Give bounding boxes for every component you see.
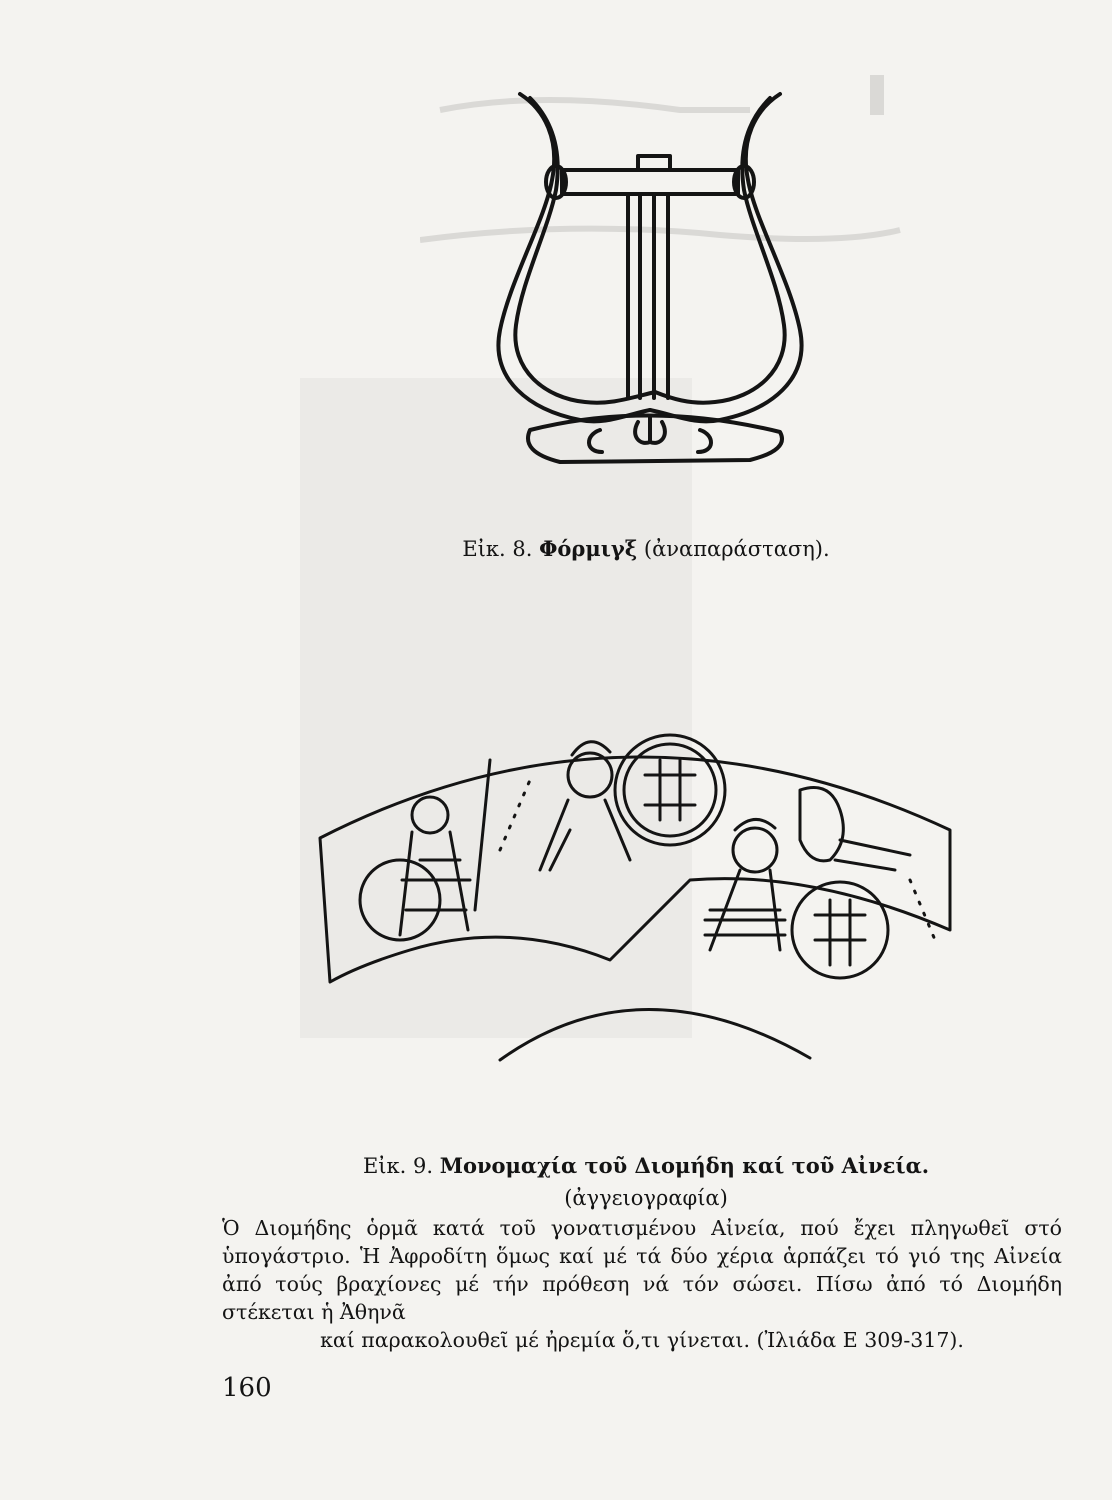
description-last-line: καί παρακολουθεῖ μέ ἠρεμία ὅ,τι γίνεται. (Ἰλιάδα Ε 309-317). [320,1328,964,1352]
figure-9-caption [0,1150,1112,1214]
figure-9-note: (ἀγγειογραφία) [564,1186,728,1210]
figure-8-label: Εἰκ. 8. [462,537,533,561]
page-number: 160 [222,1373,272,1403]
description-paragraph: Ὁ Διομήδης ὁρμᾶ κατά τοῦ γονατισμένου Αἰνεία, πού ἔχει πληγωθεῖ στό ὑπογάστριο. Ἡ Ἀφροδίτη ὅμως καί μέ τά δύο χέρια ἁρπάζει τό γιό της Αἰνεία ἀπό τούς βραχίονες μέ τήν πρόθεση νά τόν σώσει. Πίσω ἀπό τό Διομήδη στέκεται ἡ Ἀθηνᾶ [222,1216,1062,1324]
figure-8-note: (ἀναπαράσταση). [643,537,830,561]
vase-painting-drawing [310,720,970,1070]
phorminx-lyre-drawing [490,80,830,480]
figure-8-caption [0,536,1112,561]
figure-9-label: Εἰκ. 9. [362,1154,434,1178]
figure-8-title: Φόρμιγξ [539,536,638,561]
figure-9-title: Μονομαχία τοῦ Διομήδη καί τοῦ Αἰνεία. [439,1153,930,1178]
figure-9-description [222,1214,1062,1354]
